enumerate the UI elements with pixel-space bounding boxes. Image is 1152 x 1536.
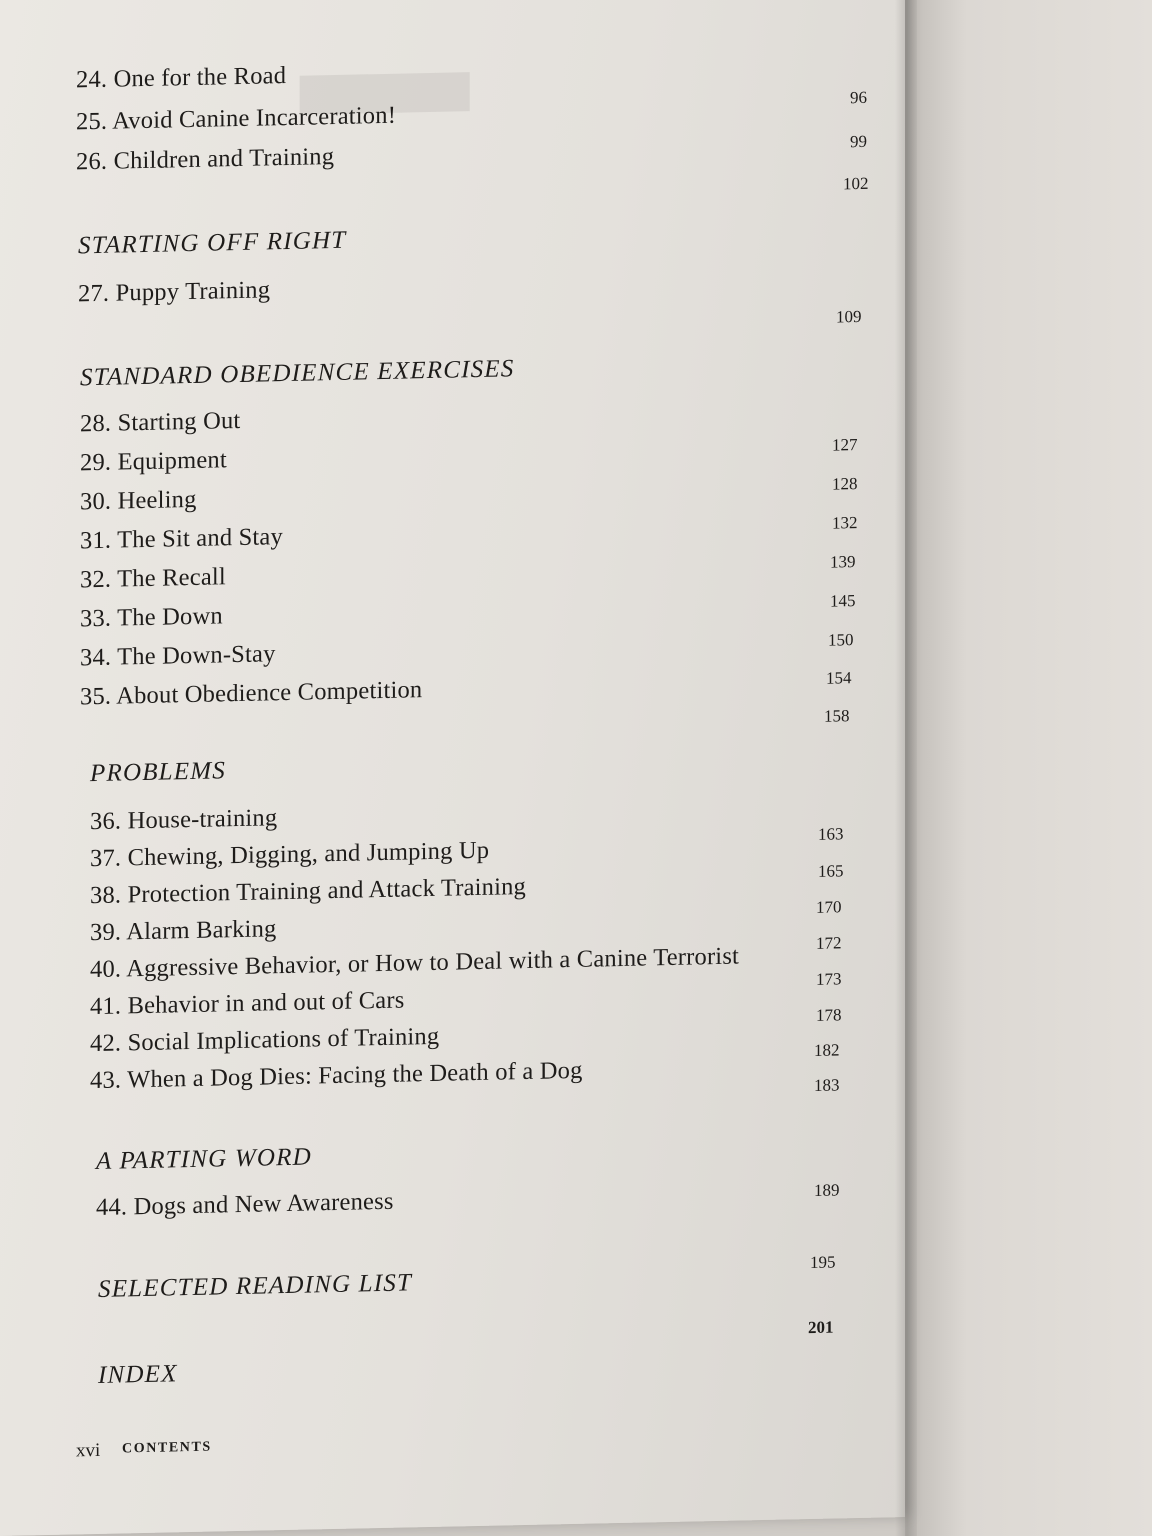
page-number: 165 bbox=[818, 861, 844, 881]
toc-entry[interactable]: 34. The Down-Stay bbox=[80, 640, 276, 672]
toc-entry[interactable]: 29. Equipment bbox=[80, 446, 227, 477]
toc-entry[interactable]: 35. About Obedience Competition bbox=[80, 676, 423, 711]
toc-entry[interactable]: 37. Chewing, Digging, and Jumping Up bbox=[90, 836, 490, 873]
page-number: 173 bbox=[816, 969, 842, 989]
toc-entry[interactable]: 31. The Sit and Stay bbox=[80, 523, 283, 555]
bleed-through-mark: ▆▆▆▆▆ bbox=[300, 61, 470, 114]
toc-entry[interactable]: 36. House-training bbox=[90, 804, 278, 836]
running-footer: CONTENTS bbox=[122, 1439, 212, 1457]
toc-entry[interactable]: 44. Dogs and New Awareness bbox=[96, 1187, 394, 1221]
page-number: 154 bbox=[826, 668, 852, 688]
toc-entry[interactable]: 38. Protection Training and Attack Training bbox=[90, 872, 527, 910]
page-number: 145 bbox=[830, 591, 856, 611]
page-number: 96 bbox=[850, 87, 867, 108]
section-heading[interactable]: INDEX bbox=[98, 1360, 178, 1389]
toc-entry[interactable]: 39. Alarm Barking bbox=[90, 915, 277, 947]
facing-page bbox=[905, 0, 1152, 1536]
toc-entry[interactable]: 40. Aggressive Behavior, or How to Deal with a Canine Terrorist bbox=[90, 942, 740, 984]
page-number: 178 bbox=[816, 1005, 842, 1025]
section-heading: PROBLEMS bbox=[90, 757, 226, 788]
toc-entry[interactable]: 25. Avoid Canine Incarceration! bbox=[76, 101, 397, 136]
toc-entry[interactable]: 28. Starting Out bbox=[80, 406, 241, 438]
toc-entry[interactable]: 42. Social Implications of Training bbox=[90, 1022, 440, 1058]
toc-entry[interactable]: 24. One for the Road bbox=[76, 62, 287, 94]
page-number: 172 bbox=[816, 933, 842, 953]
page-number: 109 bbox=[836, 306, 862, 327]
page-number: 189 bbox=[814, 1180, 840, 1200]
page-number: 102 bbox=[843, 173, 869, 194]
page-number: 158 bbox=[824, 706, 850, 726]
book-gutter bbox=[895, 0, 917, 1536]
page-number: 170 bbox=[816, 897, 842, 917]
toc-entry[interactable]: 41. Behavior in and out of Cars bbox=[90, 986, 405, 1021]
page-number: 201 bbox=[808, 1317, 834, 1338]
section-heading[interactable]: SELECTED READING LIST bbox=[98, 1269, 413, 1303]
toc-entry[interactable]: 33. The Down bbox=[80, 602, 223, 633]
toc-entry[interactable]: 27. Puppy Training bbox=[78, 276, 271, 308]
page-number: 132 bbox=[832, 513, 858, 533]
toc-entry[interactable]: 26. Children and Training bbox=[76, 142, 335, 176]
toc-entry[interactable]: 30. Heeling bbox=[80, 485, 197, 516]
toc-entry[interactable]: 43. When a Dog Dies: Facing the Death of a Dog bbox=[90, 1056, 583, 1095]
page-number: 128 bbox=[832, 474, 858, 494]
page-number: 195 bbox=[810, 1252, 836, 1273]
page-number: 127 bbox=[832, 435, 858, 455]
page-number: 139 bbox=[830, 552, 856, 572]
section-heading: STANDARD OBEDIENCE EXERCISES bbox=[80, 355, 515, 392]
page-number: 183 bbox=[814, 1075, 840, 1095]
toc-entry[interactable]: 32. The Recall bbox=[80, 563, 226, 594]
page-number: 99 bbox=[850, 131, 867, 152]
page-number: 163 bbox=[818, 824, 844, 844]
section-heading: A PARTING WORD bbox=[96, 1143, 312, 1175]
page-number: 182 bbox=[814, 1040, 840, 1060]
page-number: 150 bbox=[828, 630, 854, 650]
section-heading: STARTING OFF RIGHT bbox=[78, 226, 347, 260]
folio-number: xvi bbox=[76, 1439, 101, 1462]
